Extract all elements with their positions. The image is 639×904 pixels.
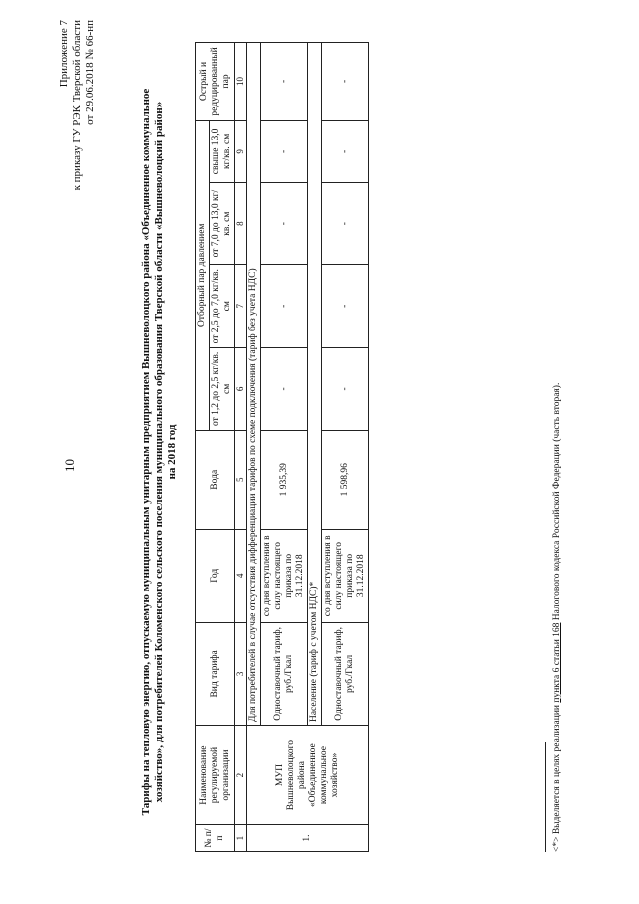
header-tariff-type: Вид тарифа — [196, 622, 235, 725]
col-num-5: 5 — [235, 430, 247, 529]
row-2-p1: - — [322, 348, 369, 431]
row-1-year: со дня вступления в силу настоящего приказа по 31.12.2018 — [261, 529, 308, 622]
document-title — [140, 20, 179, 884]
table-row — [247, 43, 261, 852]
title-line-3: на 2018 год — [166, 424, 178, 480]
col-num-10: 10 — [235, 43, 247, 121]
header-row-1 — [196, 43, 210, 852]
row-2-type: Одноставочный тариф, руб./Гкал — [322, 622, 369, 725]
row-2-p2: - — [322, 265, 369, 348]
footnote-suffix: Налогового кодекса Российской Федерации (часть вторая). — [552, 382, 562, 623]
header-year: Год — [196, 529, 235, 622]
row-1-acute: - — [261, 43, 308, 121]
header-acute-steam: Острый и редуцированный пар — [196, 43, 235, 121]
footnote-link[interactable]: пункта 6 статьи 168 — [552, 622, 562, 703]
col-num-6: 6 — [235, 348, 247, 431]
col-num-8: 8 — [235, 182, 247, 265]
col-num-3: 3 — [235, 622, 247, 725]
row-1-p1: - — [261, 348, 308, 431]
header-pressure-2: от 2,5 до 7,0 кг/кв. см — [210, 265, 235, 348]
title-line-2: хозяйство», для потребителей Коломенского сельского поселения муниципального образования Тверской области «Вышневолоцкий район» — [153, 101, 165, 803]
header-pressure-4: свыше 13,0 кг/кв. см — [210, 120, 235, 182]
header-num: № п/п — [196, 825, 235, 852]
col-num-4: 4 — [235, 529, 247, 622]
appendix-header — [58, 20, 97, 280]
header-steam-group: Отборный пар давлением — [196, 120, 210, 430]
footnote — [552, 383, 562, 852]
col-num-1: 1 — [235, 825, 247, 852]
row-2-year: со дня вступления в силу настоящего приказа по 31.12.2018 — [322, 529, 369, 622]
row-1-type: Одноставочный тариф, руб./Гкал — [261, 622, 308, 725]
section-1-label: Для потребителей в случае отсутствия дифференциации тарифов по схеме подключения (тариф без учета НДС) — [247, 43, 261, 726]
row-1-water: 1 935,39 — [261, 430, 308, 529]
row-1-p2: - — [261, 265, 308, 348]
appendix-line-2: к приказу ГУ РЭК Тверской области — [71, 20, 83, 191]
appendix-line-1: Приложение 7 — [58, 20, 70, 88]
header-pressure-3: от 7,0 до 13,0 кг/кв. см — [210, 182, 235, 265]
footnote-prefix: <*> Выделяется в целях реализации — [552, 702, 562, 852]
page-number: 10 — [62, 459, 77, 472]
row-2-p4: - — [322, 120, 369, 182]
row-1-p4: - — [261, 120, 308, 182]
section-2-label: Население (тариф с учетом НДС)* — [308, 43, 322, 726]
row-2-acute: - — [322, 43, 369, 121]
column-number-row — [235, 43, 247, 852]
col-num-7: 7 — [235, 265, 247, 348]
org-name: МУП Вышневолоцкого района «Объединенное коммунальное хозяйство» — [247, 726, 369, 825]
appendix-line-3: от 29.06.2018 № 66-нп — [84, 20, 96, 125]
header-water: Вода — [196, 430, 235, 529]
footnote-divider — [545, 742, 546, 852]
col-num-9: 9 — [235, 120, 247, 182]
row-1-p3: - — [261, 182, 308, 265]
header-org: Наименование регулируемой организации — [196, 726, 235, 825]
row-2-water: 1 598,96 — [322, 430, 369, 529]
tariff-table — [195, 42, 369, 852]
col-num-2: 2 — [235, 726, 247, 825]
row-1-num: 1. — [247, 825, 369, 852]
row-2-p3: - — [322, 182, 369, 265]
header-pressure-1: от 1,2 до 2,5 кг/кв. см — [210, 348, 235, 431]
title-line-1: Тарифы на тепловую энергию, отпускаемую муниципальным унитарным предприятием Вышневолоцкого района «Объединенное коммунальное — [140, 88, 152, 816]
